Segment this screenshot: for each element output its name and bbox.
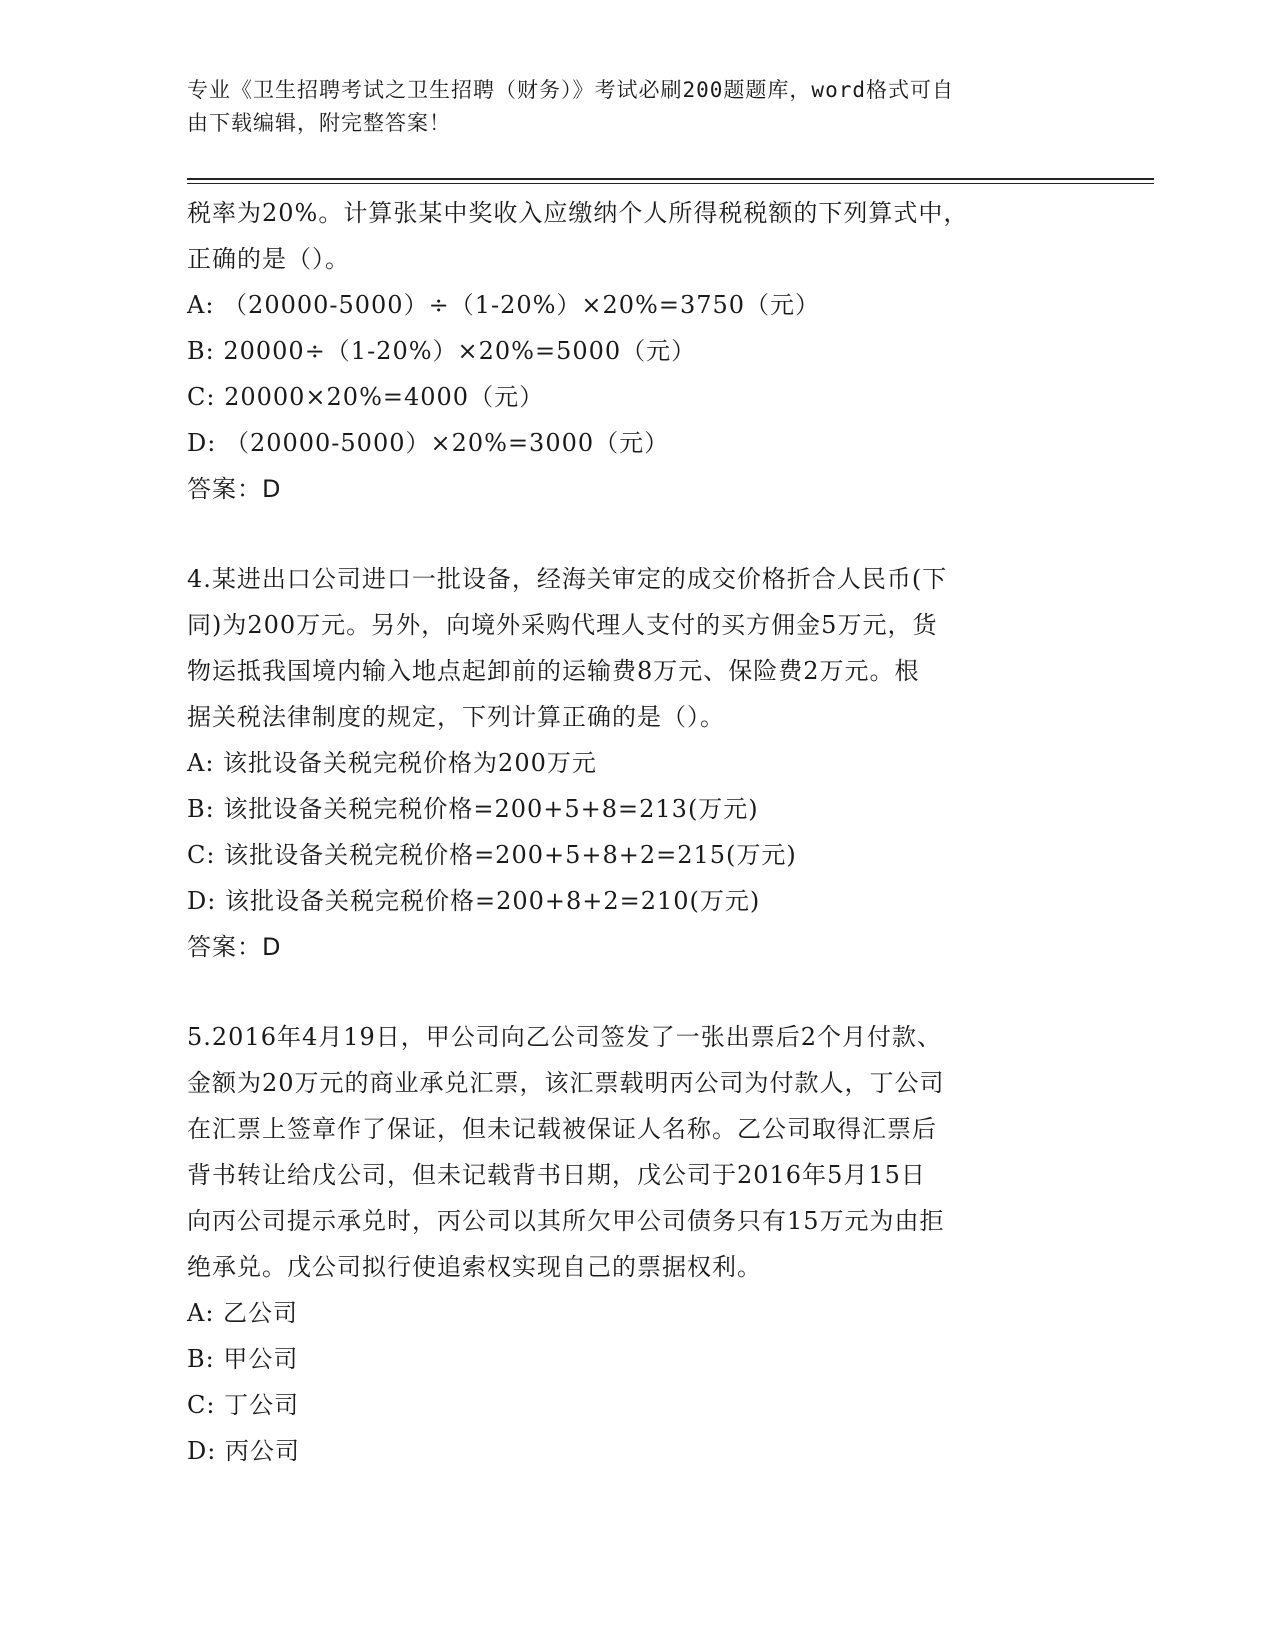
spacer: [187, 512, 1087, 556]
question-3: [187, 190, 1087, 512]
question-stem-line: 税率为20%。计算张某中奖收入应缴纳个人所得税税额的下列算式中，: [187, 199, 969, 227]
question-stem-line: 4.某进出口公司进口一批设备，经海关审定的成交价格折合人民币(下: [187, 565, 948, 593]
option-c: C: 丁公司: [187, 1391, 300, 1419]
option-d: D: 丙公司: [187, 1437, 300, 1465]
header-line: 专业《卫生招聘考试之卫生招聘（财务）》考试必刷200题题库，word格式可自: [187, 78, 954, 102]
answer-line: 答案：D: [187, 933, 282, 961]
document-header: [187, 74, 1067, 140]
question-stem-line: 在汇票上签章作了保证，但未记载被保证人名称。乙公司取得汇票后: [187, 1115, 937, 1143]
option-a: A: 乙公司: [187, 1299, 299, 1327]
question-stem-line: 5.2016年4月19日，甲公司向乙公司签发了一张出票后2个月付款、: [187, 1023, 943, 1051]
answer-line: 答案：D: [187, 475, 282, 503]
question-stem-line: 向丙公司提示承兑时，丙公司以其所欠甲公司债务只有15万元为由拒: [187, 1207, 945, 1235]
option-c: C: 该批设备关税完税价格=200+5+8+2=215(万元): [187, 841, 797, 869]
option-d: D: （20000-5000）×20%=3000（元）: [187, 429, 670, 457]
question-stem-line: 绝承兑。戊公司拟行使追索权实现自己的票据权利。: [187, 1253, 762, 1281]
question-stem-line: 据关税法律制度的规定，下列计算正确的是（）。: [187, 703, 725, 731]
question-5: [187, 1014, 1087, 1474]
option-a: A: 该批设备关税完税价格为200万元: [187, 749, 597, 777]
option-c: C: 20000×20%=4000（元）: [187, 383, 545, 411]
option-b: B: 甲公司: [187, 1345, 299, 1373]
option-b: B: 该批设备关税完税价格=200+5+8=213(万元): [187, 795, 759, 823]
question-stem-line: 正确的是（）。: [187, 245, 350, 273]
document-body: [187, 190, 1087, 1474]
header-divider-thin: [187, 183, 1154, 184]
question-stem-line: 物运抵我国境内输入地点起卸前的运输费8万元、保险费2万元。根: [187, 657, 920, 685]
option-d: D: 该批设备关税完税价格=200+8+2=210(万元): [187, 887, 761, 915]
header-divider-thick: [187, 178, 1154, 180]
question-4: [187, 556, 1087, 970]
question-stem-line: 同)为200万元。另外，向境外采购代理人支付的买方佣金5万元，货: [187, 611, 938, 639]
question-stem-line: 背书转让给戊公司，但未记载背书日期，戊公司于2016年5月15日: [187, 1161, 926, 1189]
header-line: 由下载编辑，附完整答案！: [187, 111, 451, 135]
option-b: B: 20000÷（1-20%）×20%=5000（元）: [187, 337, 697, 365]
spacer: [187, 970, 1087, 1014]
question-stem-line: 金额为20万元的商业承兑汇票，该汇票载明丙公司为付款人，丁公司: [187, 1069, 945, 1097]
option-a: A: （20000-5000）÷（1-20%）×20%=3750（元）: [187, 291, 821, 319]
